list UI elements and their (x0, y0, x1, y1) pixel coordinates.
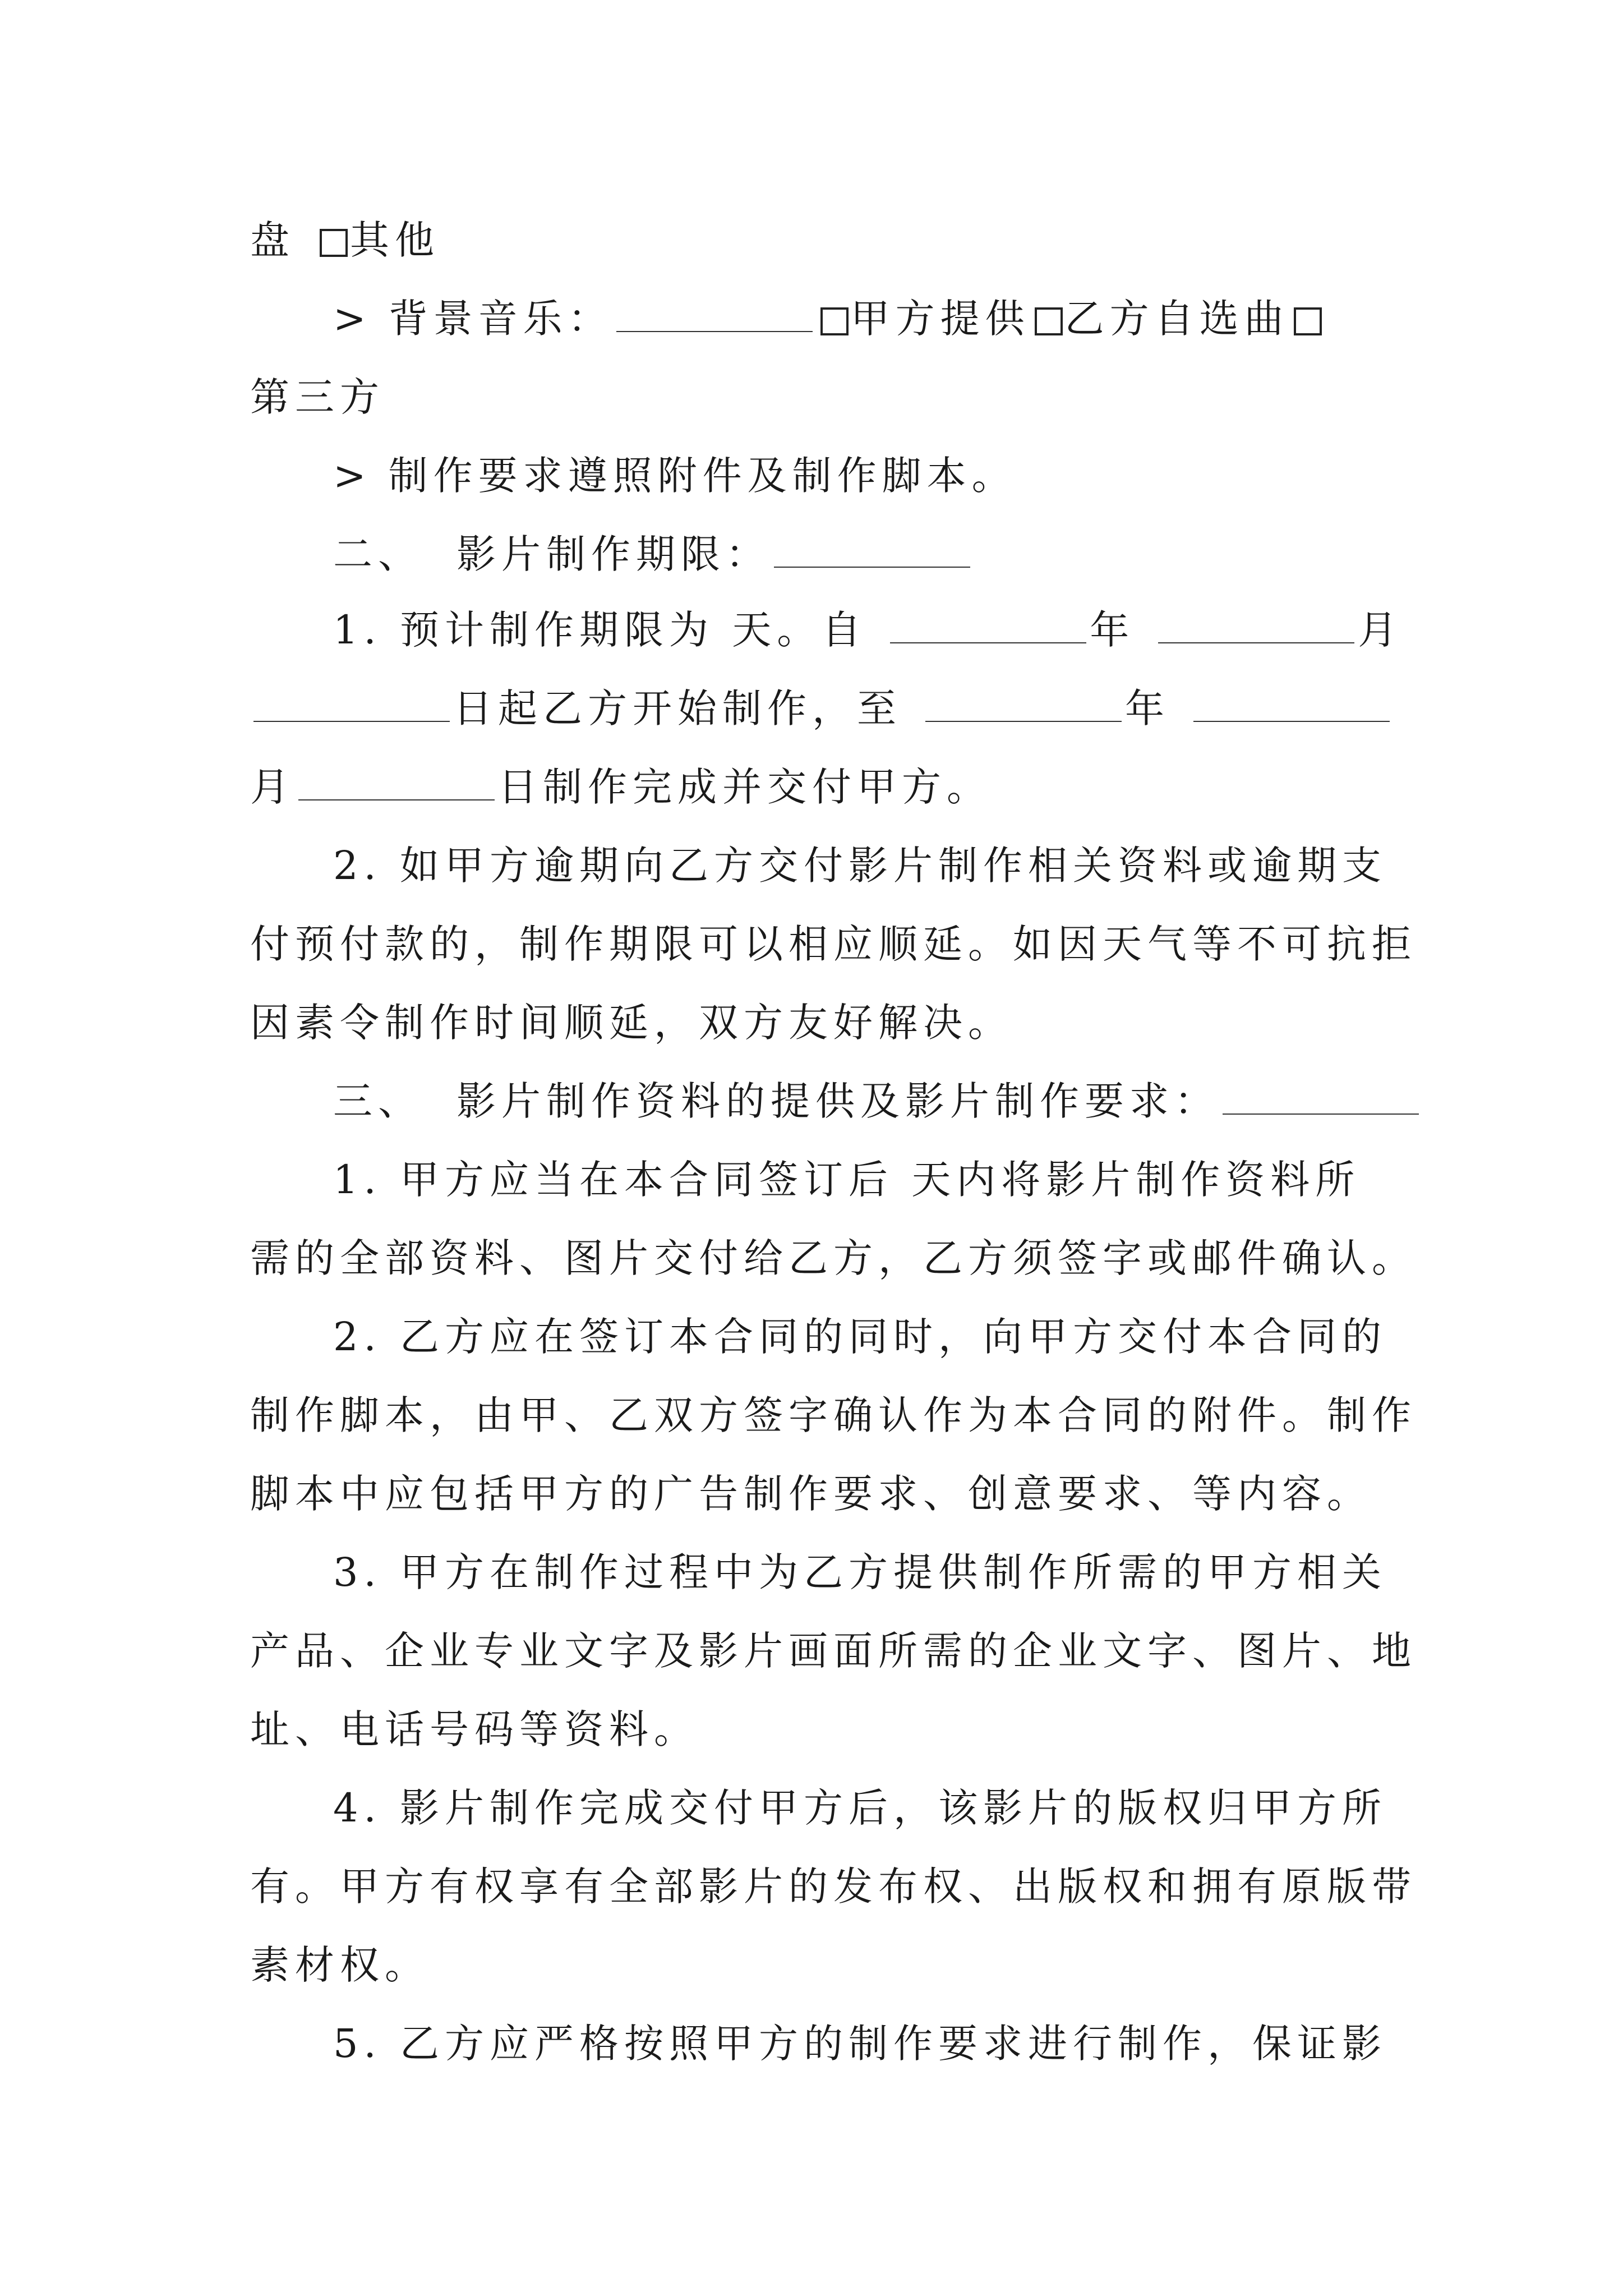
line-2: > 背景音乐： 甲方提供 乙方自选曲 (333, 292, 1324, 346)
arrow-bullet-icon: > (333, 296, 372, 342)
line-4: > 制作要求遵照附件及制作脚本。 (333, 449, 1017, 503)
line-8: 月 日制作完成并交付甲方。 (250, 764, 992, 810)
clause-3-4-line-3: 素材权。 (250, 1942, 430, 1988)
clause-3-1-line-1: 1. 甲方应当在本合同签订后 天内将影片制作资料所 (333, 1157, 1361, 1203)
clause-3-3-line-3: 址、电话号码等资料。 (250, 1706, 699, 1752)
end-month-blank[interactable] (1193, 686, 1390, 722)
bgm-blank[interactable] (616, 296, 813, 332)
line-7: 日起乙方开始制作，至 年 (250, 682, 1393, 735)
checkbox-third-party[interactable] (1294, 307, 1322, 335)
end-day-blank[interactable] (298, 765, 495, 800)
clause-3-2-line-3: 脚本中应包括甲方的广告制作要求、创意要求、等内容。 (250, 1471, 1372, 1517)
requirements-blank[interactable] (1223, 1079, 1419, 1115)
start-day-blank[interactable] (253, 686, 450, 722)
clause-3-4-line-1: 4. 影片制作完成交付甲方后，该影片的版权归甲方所 (333, 1785, 1387, 1831)
line-1: 盘 其他 (250, 217, 440, 263)
line-6: 1. 预计制作期限为 天。自 年 月 (333, 607, 1403, 653)
clause-3-3-line-2: 产品、企业专业文字及影片画面所需的企业文字、图片、地 (250, 1628, 1417, 1674)
clause-2-2-line-3: 因素令制作时间顺延，双方友好解决。 (250, 1000, 1013, 1046)
clause-3-2-line-2: 制作脚本，由甲、乙双方签字确认作为本合同的附件。制作 (250, 1392, 1417, 1438)
clause-2-2-line-1: 2. 如甲方逾期向乙方交付影片制作相关资料或逾期支 (333, 843, 1387, 889)
start-month-blank[interactable] (1158, 608, 1354, 643)
checkbox-party-b-selected[interactable] (1035, 307, 1063, 335)
end-year-blank[interactable] (925, 686, 1122, 722)
section-2-heading: 二、 影片制作期限： (333, 527, 974, 581)
clause-2-2-line-2: 付预付款的，制作期限可以相应顺延。如因天气等不可抗拒 (250, 921, 1417, 967)
clause-3-5-line-1: 5. 乙方应严格按照甲方的制作要求进行制作，保证影 (333, 2021, 1387, 2067)
period-blank[interactable] (774, 532, 970, 568)
checkbox-party-a-provided[interactable] (820, 307, 849, 335)
clause-3-3-line-1: 3. 甲方在制作过程中为乙方提供制作所需的甲方相关 (333, 1549, 1387, 1595)
clause-3-1-line-2: 需的全部资料、图片交付给乙方，乙方须签字或邮件确认。 (250, 1235, 1417, 1281)
start-year-blank[interactable] (890, 608, 1086, 643)
clause-3-4-line-2: 有。甲方有权享有全部影片的发布权、出版权和拥有原版带 (250, 1864, 1417, 1910)
section-3-heading: 三、 影片制作资料的提供及影片制作要求： (333, 1074, 1422, 1128)
line-3: 第三方 (250, 374, 385, 420)
arrow-bullet-icon: > (333, 453, 372, 499)
checkbox-other[interactable] (320, 229, 348, 257)
clause-3-2-line-1: 2. 乙方应在签订本合同的同时，向甲方交付本合同的 (333, 1314, 1387, 1360)
